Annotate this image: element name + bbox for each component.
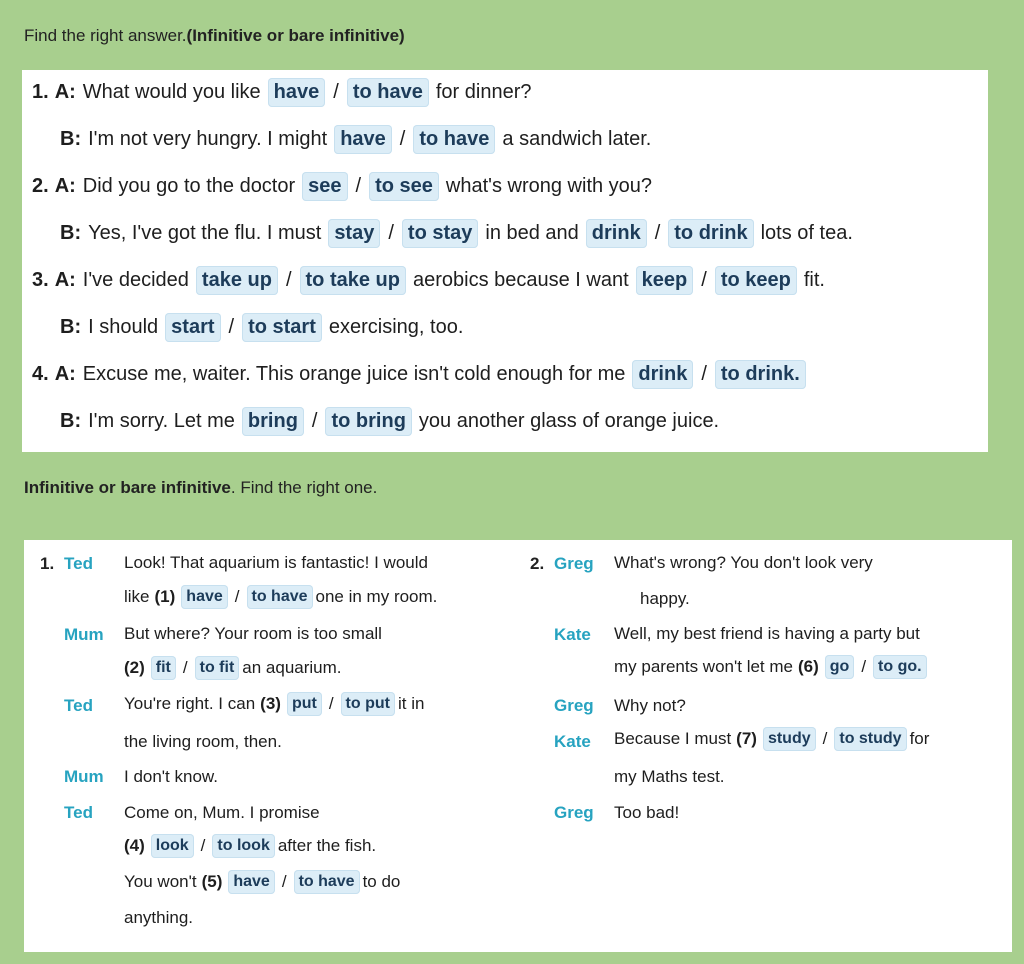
line-text: I don't know. xyxy=(124,767,218,786)
dialog1-line xyxy=(124,692,424,716)
dialog1-line xyxy=(124,767,218,787)
dialog2-line xyxy=(614,696,686,716)
option-separator: / xyxy=(333,81,339,103)
line-text: anything. xyxy=(124,908,193,927)
option-bare[interactable]: fit xyxy=(151,656,176,680)
item-number: 4. xyxy=(32,363,49,385)
section1-heading-bold: (Infinitive or bare infinitive) xyxy=(186,26,405,45)
line-text: the living room, then. xyxy=(124,732,282,751)
speaker-mum: Mum xyxy=(64,767,104,786)
option-infinitive[interactable]: to bring xyxy=(325,407,411,436)
dialog1-line xyxy=(124,553,428,573)
option-infinitive[interactable]: to fit xyxy=(195,656,240,680)
line-text: lots of tea. xyxy=(760,222,853,244)
speaker-label: A: xyxy=(54,363,76,385)
option-separator: / xyxy=(861,657,867,676)
dialog1-line xyxy=(124,870,400,894)
option-bare[interactable]: have xyxy=(268,78,326,107)
speaker-greg: Greg xyxy=(554,803,594,822)
line-text: fit. xyxy=(803,269,825,291)
blank-number: (3) xyxy=(260,694,281,713)
option-bare[interactable]: put xyxy=(287,692,322,716)
option-bare[interactable]: bring xyxy=(242,407,304,436)
option-separator: / xyxy=(355,175,362,197)
section2-heading-plain: . Find the right one. xyxy=(230,478,378,497)
option-infinitive[interactable]: to have xyxy=(347,78,429,107)
line-text: You won't xyxy=(124,872,197,891)
line-text: it in xyxy=(397,694,425,713)
option-separator: / xyxy=(200,836,206,855)
line-text: my parents won't let me xyxy=(614,657,793,676)
option-infinitive[interactable]: to have xyxy=(413,125,495,154)
option-separator: / xyxy=(311,410,318,432)
line-text: like xyxy=(124,587,150,606)
line-text: in bed and xyxy=(485,222,579,244)
speaker-mum: Mum xyxy=(64,625,104,644)
line-text: happy. xyxy=(640,589,690,608)
line-text: for xyxy=(909,729,930,748)
option-infinitive[interactable]: to drink. xyxy=(715,360,806,389)
item-number: 3. xyxy=(32,269,49,291)
speaker-greg: Greg xyxy=(554,554,594,573)
line-text: I'm not very hungry. I might xyxy=(88,128,328,150)
option-separator: / xyxy=(701,363,707,385)
line-text: you another glass of orange juice. xyxy=(418,410,720,432)
blank-number: (1) xyxy=(154,587,176,606)
line-text: You're right. I can xyxy=(124,694,256,713)
option-separator: / xyxy=(701,269,707,291)
dialog1-line xyxy=(124,908,193,928)
exercise1-line xyxy=(60,219,856,248)
option-infinitive[interactable]: to drink xyxy=(668,219,753,248)
line-text: what's wrong with you? xyxy=(445,175,653,197)
option-bare[interactable]: drink xyxy=(586,219,647,248)
option-bare[interactable]: keep xyxy=(636,266,694,295)
dialog1-number: 1. xyxy=(40,554,55,573)
option-infinitive[interactable]: to keep xyxy=(715,266,797,295)
section2-heading xyxy=(24,478,377,498)
option-bare[interactable]: start xyxy=(165,313,220,342)
option-infinitive[interactable]: to have xyxy=(247,585,313,609)
line-text: Look! That aquarium is fantastic! I would xyxy=(124,553,428,572)
line-text: one in my room. xyxy=(315,587,438,606)
exercise1-line xyxy=(60,313,466,342)
dialog2-line xyxy=(614,727,929,751)
option-infinitive[interactable]: to put xyxy=(341,692,395,716)
line-text: for dinner? xyxy=(435,81,532,103)
dialog2-line xyxy=(614,553,873,573)
option-separator: / xyxy=(182,658,188,677)
dialog2-line xyxy=(614,655,930,679)
dialog1-line xyxy=(124,585,437,609)
option-bare[interactable]: study xyxy=(763,727,816,751)
section1-heading-plain: Find the right answer. xyxy=(24,26,187,45)
line-text: Well, my best friend is having a party but xyxy=(614,624,920,643)
option-separator: / xyxy=(388,222,394,244)
option-separator: / xyxy=(285,269,292,291)
speaker-label: B: xyxy=(60,410,82,432)
item-number: 2. xyxy=(32,175,49,197)
line-text: a sandwich later. xyxy=(502,128,652,150)
dialog1-line xyxy=(124,803,320,823)
blank-number: (5) xyxy=(201,872,223,891)
option-separator: / xyxy=(399,128,406,150)
speaker-label: B: xyxy=(60,128,82,150)
line-text: What's wrong? You don't look very xyxy=(614,553,873,572)
dialog1-line xyxy=(124,834,376,858)
option-infinitive[interactable]: to look xyxy=(212,834,274,858)
speaker-label: A: xyxy=(54,269,76,291)
speaker-ted: Ted xyxy=(64,803,93,822)
dialog2-line xyxy=(614,624,920,644)
option-infinitive[interactable]: to have xyxy=(294,870,360,894)
option-bare[interactable]: look xyxy=(151,834,194,858)
speaker-ted: Ted xyxy=(64,696,93,715)
line-text: my Maths test. xyxy=(614,767,725,786)
line-text: I've decided xyxy=(82,269,189,291)
line-text: Come on, Mum. I promise xyxy=(124,803,320,822)
line-text: to do xyxy=(362,872,401,891)
blank-number: (2) xyxy=(124,658,145,677)
line-text: after the fish. xyxy=(277,836,377,855)
line-text: aerobics because I want xyxy=(412,269,629,291)
line-text: Why not? xyxy=(614,696,686,715)
line-text: I should xyxy=(88,316,159,338)
speaker-ted: Ted xyxy=(64,554,93,573)
speaker-kate: Kate xyxy=(554,732,591,751)
option-bare[interactable]: go xyxy=(825,655,855,679)
option-infinitive[interactable]: to see xyxy=(369,172,439,201)
option-separator: / xyxy=(234,587,240,606)
dialog1-line xyxy=(124,732,282,752)
speaker-label: B: xyxy=(60,316,82,338)
blank-number: (7) xyxy=(736,729,757,748)
speaker-label: A: xyxy=(54,175,76,197)
exercise1-line xyxy=(60,125,654,154)
dialog2-line xyxy=(640,589,690,609)
line-text: I'm sorry. Let me xyxy=(88,410,235,432)
option-separator: / xyxy=(654,222,661,244)
option-bare[interactable]: drink xyxy=(632,360,693,389)
option-separator: / xyxy=(228,316,235,338)
line-text: What would you like xyxy=(82,81,261,103)
speaker-kate: Kate xyxy=(554,625,591,644)
exercise1-line xyxy=(32,78,534,107)
option-infinitive[interactable]: to take up xyxy=(300,266,406,295)
line-text: Because I must xyxy=(614,729,732,748)
exercise1-line xyxy=(32,360,810,389)
exercise2-panel xyxy=(24,540,1012,952)
line-text: Did you go to the doctor xyxy=(82,175,296,197)
option-bare[interactable]: stay xyxy=(328,219,380,248)
line-text: Excuse me, waiter. This orange juice isn't cold enough for me xyxy=(82,363,626,385)
line-text: exercising, too. xyxy=(328,316,464,338)
dialog1-line xyxy=(124,624,382,644)
line-text: But where? Your room is too small xyxy=(124,624,382,643)
option-infinitive[interactable]: to go. xyxy=(873,655,927,679)
line-text: an aquarium. xyxy=(242,658,342,677)
option-separator: / xyxy=(822,729,828,748)
option-bare[interactable]: have xyxy=(334,125,392,154)
dialog1-line xyxy=(124,656,342,680)
blank-number: (4) xyxy=(124,836,145,855)
option-bare[interactable]: take up xyxy=(196,266,278,295)
exercise1-panel xyxy=(22,70,988,452)
option-bare[interactable]: have xyxy=(181,585,227,609)
exercise1-line xyxy=(60,407,722,436)
line-text: Yes, I've got the flu. I must xyxy=(88,222,322,244)
option-infinitive[interactable]: to start xyxy=(242,313,322,342)
speaker-greg: Greg xyxy=(554,696,594,715)
dialog2-line xyxy=(614,767,725,787)
speaker-label: A: xyxy=(54,81,76,103)
option-separator: / xyxy=(281,872,287,891)
section2-heading-bold: Infinitive or bare infinitive xyxy=(24,478,231,497)
option-infinitive[interactable]: to study xyxy=(834,727,906,751)
blank-number: (6) xyxy=(797,657,819,676)
option-separator: / xyxy=(328,694,334,713)
dialog2-line xyxy=(614,803,679,823)
exercise1-line xyxy=(32,266,828,295)
item-number: 1. xyxy=(32,81,49,103)
section1-heading xyxy=(24,26,405,46)
option-bare[interactable]: see xyxy=(302,172,347,201)
line-text: Too bad! xyxy=(614,803,680,822)
dialog2-number: 2. xyxy=(530,554,545,573)
option-bare[interactable]: have xyxy=(228,870,274,894)
option-infinitive[interactable]: to stay xyxy=(402,219,478,248)
exercise1-line xyxy=(32,172,655,201)
speaker-label: B: xyxy=(60,222,82,244)
